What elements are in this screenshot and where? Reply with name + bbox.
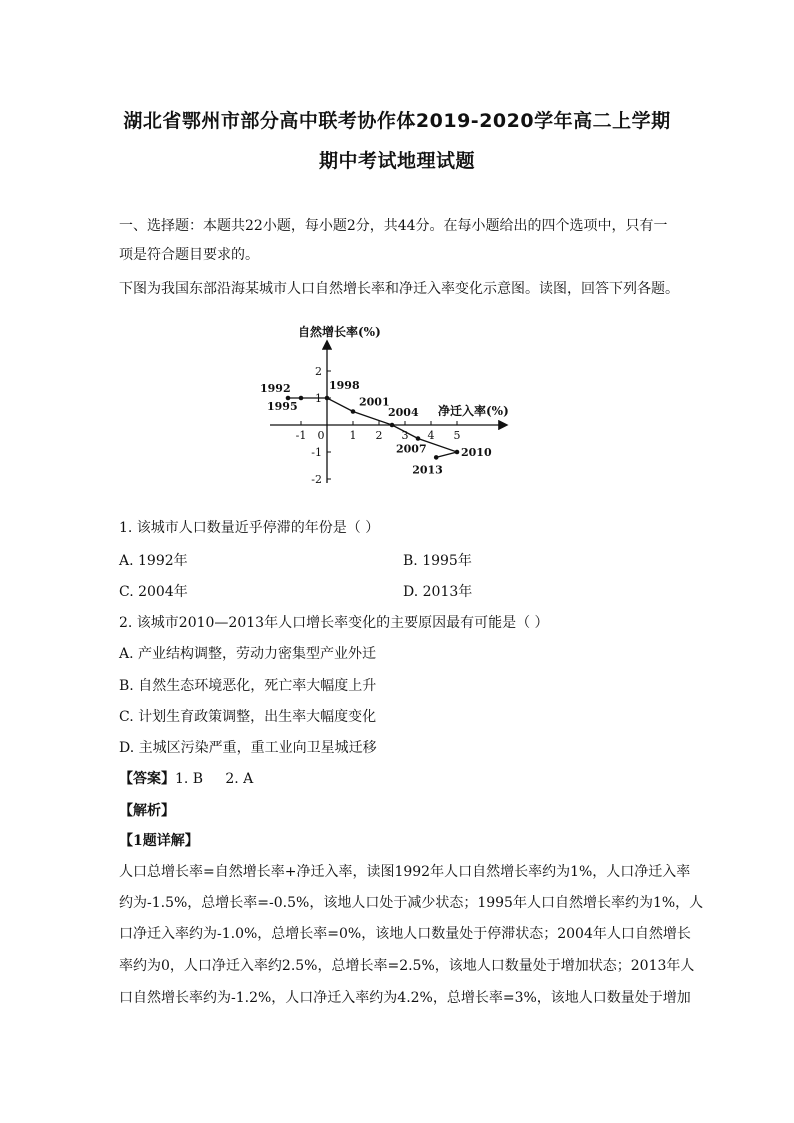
answer-line [119,769,253,789]
data-label-1998: 1998 [329,379,360,392]
y-tick-label: -2 [311,473,322,486]
question-2-option-b[interactable]: B. 自然生态环境恶化，死亡率大幅度上升 [119,678,377,694]
question-2-option-d[interactable]: D. 主城区污染严重，重工业向卫星城迁移 [119,740,377,756]
question-1-option-b[interactable]: B. 1995年 [403,553,472,569]
x-tick-label: 0 [317,429,325,442]
analysis-text-line: 率约为0，人口净迁入率约2.5%，总增长率=2.5%，该地人口数量处于增加状态；2013年人 [119,958,695,974]
analysis-text-line: 口净迁入率约为-1.0%，总增长率=0%，该地人口数量处于停滞状态；2004年人口自然增长 [119,926,691,942]
x-tick-label: 1 [349,429,357,442]
y-tick-label: 2 [315,365,322,378]
data-label-2010: 2010 [461,446,492,459]
data-point-2001 [351,409,356,414]
population-growth-chart [260,318,520,488]
analysis-text-line: 约为-1.5%，总增长率=-0.5%，该地人口处于减少状态；1995年人口自然增长率约为1%，人 [119,895,704,911]
data-label-2004: 2004 [388,406,419,419]
x-tick-label: 4 [427,429,435,442]
page-title-line2: 期中考试地理试题 [318,150,475,172]
data-point-2004 [390,423,395,428]
chart-series [260,379,492,476]
answer-label: 【答案】 [119,771,175,787]
x-tick-label: 5 [453,429,461,442]
question-2-option-c[interactable]: C. 计划生育政策调整，出生率大幅度变化 [119,709,377,725]
question-1-option-c[interactable]: C. 2004年 [119,584,188,600]
y-tick-label: -1 [311,446,322,459]
chart-xlabel: 净迁入率(%) [438,404,509,418]
answer-text: 1. B 2. A [175,771,254,787]
data-label-1995: 1995 [267,400,298,413]
y-tick-label: 1 [315,392,322,405]
section-instruction-cont: 项是符合题目要求的。 [119,247,259,263]
question-2-option-a[interactable]: A. 产业结构调整，劳动力密集型产业外迁 [119,646,377,662]
analysis-label: 【解析】 [119,803,175,819]
data-label-2007: 2007 [396,442,427,456]
data-label-1992: 1992 [260,382,291,395]
analysis-detail-label: 【1题详解】 [119,833,199,849]
section-instruction: 一、选择题：本题共22小题，每小题2分，共44分。在每小题给出的四个选项中，只有一 [119,218,668,234]
x-tick-label: 3 [401,429,409,442]
page-title-line1: 湖北省鄂州市部分高中联考协作体2019-2020学年高二上学期 [123,110,671,132]
figure-lead-text: 下图为我国东部沿海某城市人口自然增长率和净迁入率变化示意图。读图，回答下列各题。 [119,281,679,297]
question-1-stem: 1. 该城市人口数量近乎停滞的年份是（ ） [119,520,380,536]
analysis-text-line: 口自然增长率约为-1.2%，人口净迁入率约为4.2%，总增长率=3%，该地人口数量处于增加 [119,990,691,1006]
chart-ylabel: 自然增长率(%) [298,325,381,339]
x-tick-label: 2 [375,429,383,442]
data-point-2013 [434,455,439,460]
data-point-2010 [455,450,460,455]
question-2-stem: 2. 该城市2010—2013年人口增长率变化的主要原因最有可能是（ ） [119,615,549,631]
data-point-2007 [416,436,421,441]
data-label-2001: 2001 [359,395,390,409]
data-label-2013: 2013 [412,463,443,477]
data-point-1998 [325,396,330,401]
data-point-1995 [299,396,304,401]
analysis-text-line: 人口总增长率=自然增长率+净迁入率，读图1992年人口自然增长率约为1%，人口净迁入率 [119,864,691,880]
question-1-option-a[interactable]: A. 1992年 [119,553,188,569]
x-tick-label: -1 [295,429,307,442]
question-1-option-d[interactable]: D. 2013年 [403,584,473,600]
